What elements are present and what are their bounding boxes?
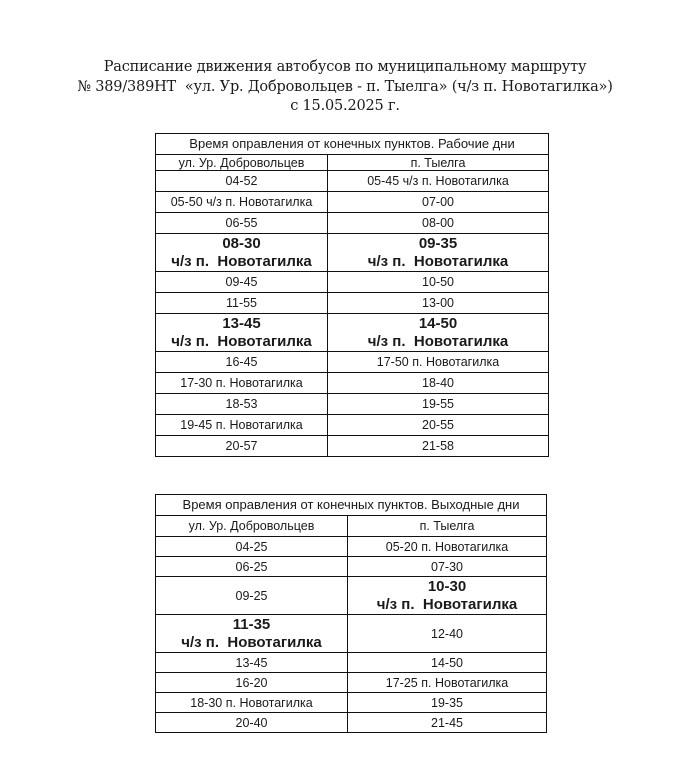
departure-cell-left xyxy=(156,171,328,192)
departure-time: 07-00 xyxy=(422,195,454,209)
departure-time: 09-45 xyxy=(225,275,258,289)
route-note: п. Новотагилка xyxy=(421,539,509,554)
departure-time: 11-35 xyxy=(232,615,271,633)
departure-time: 21-45 xyxy=(431,715,463,730)
table-row xyxy=(156,653,547,673)
departure-cell-left xyxy=(156,293,328,314)
departure-cell-right xyxy=(348,653,547,673)
route-note: п. Новотагилка xyxy=(421,675,509,690)
departure-cell-right xyxy=(328,436,549,457)
route-note: п. Новотагилка xyxy=(215,376,303,390)
departure-time: 08-00 xyxy=(422,216,454,230)
departure-time: 09-25 xyxy=(235,588,268,603)
departure-cell-right xyxy=(328,234,549,272)
table-row xyxy=(156,436,549,457)
departure-time: 05-20 xyxy=(385,539,418,554)
departure-cell-right xyxy=(348,537,547,557)
departure-time: 16-45 xyxy=(225,355,258,369)
table-row xyxy=(156,293,549,314)
departure-time: 11-55 xyxy=(225,296,258,310)
departure-cell-right xyxy=(328,352,549,373)
departure-cell-left xyxy=(156,436,328,457)
departure-time: 17-25 xyxy=(385,675,418,690)
table-row xyxy=(156,615,547,653)
departure-time: 20-55 xyxy=(422,418,454,432)
route-note: ч/з п. Новотагилка xyxy=(171,332,312,350)
departure-cell-left xyxy=(156,213,328,234)
departure-time: 19-35 xyxy=(431,695,463,710)
departure-cell-left xyxy=(156,673,348,693)
departure-time: 18-40 xyxy=(422,376,454,390)
schedule-title xyxy=(0,58,690,117)
departure-time: 10-30 xyxy=(427,577,467,595)
departure-cell-left xyxy=(156,272,328,293)
departure-time: 06-25 xyxy=(235,559,268,574)
departure-time: 19-55 xyxy=(422,397,454,411)
title-line-3: с 15.05.2025 г. xyxy=(290,98,400,114)
departure-time: 04-52 xyxy=(225,174,258,188)
departure-cell-left xyxy=(156,557,348,577)
weekdays-schedule-table xyxy=(155,133,549,457)
departure-cell-right xyxy=(328,192,549,213)
departure-time: 07-30 xyxy=(431,559,463,574)
departure-cell-right xyxy=(328,394,549,415)
departure-time: 20-57 xyxy=(225,439,258,453)
title-line-1: Расписание движения автобусов по муниципальному маршруту xyxy=(103,59,587,75)
departure-cell-left xyxy=(156,352,328,373)
departure-cell-right xyxy=(348,713,547,733)
departure-time: 17-30 xyxy=(180,376,213,390)
departure-cell-right xyxy=(328,293,549,314)
title-line-2: № 389/389НТ «ул. Ур. Добровольцев - п. Тыелга» (ч/з п. Новотагилка») xyxy=(77,78,613,95)
departure-cell-right xyxy=(348,577,547,615)
route-note: ч/з п. Новотагилка xyxy=(367,332,509,350)
route-note: ч/з п. Новотагилка xyxy=(181,633,322,651)
weekends-schedule-table xyxy=(155,494,547,733)
column-header-right: п. Тыелга xyxy=(328,155,549,171)
departure-cell-left xyxy=(156,415,328,436)
table-caption-row xyxy=(156,134,549,155)
departure-cell-left xyxy=(156,653,348,673)
table-row xyxy=(156,272,549,293)
table-row xyxy=(156,693,547,713)
departure-time: 12-40 xyxy=(431,626,463,641)
table-row xyxy=(156,673,547,693)
departure-cell-right xyxy=(328,415,549,436)
departure-time: 09-35 xyxy=(418,234,458,252)
table-row xyxy=(156,713,547,733)
departure-cell-left xyxy=(156,713,348,733)
departure-time: 13-00 xyxy=(422,296,454,310)
table-row xyxy=(156,577,547,615)
departure-time: 10-50 xyxy=(422,275,454,289)
table-row xyxy=(156,557,547,577)
weekends-caption: Время оправления от конечных пунктов. Выходные дни xyxy=(156,495,547,516)
route-note: ч/з п. Новотагилка xyxy=(402,174,509,188)
departure-time: 14-50 xyxy=(418,314,458,332)
departure-cell-right xyxy=(348,615,547,653)
departure-time: 04-25 xyxy=(235,539,268,554)
departure-cell-right xyxy=(328,213,549,234)
departure-cell-left xyxy=(156,373,328,394)
departure-time: 19-45 xyxy=(180,418,213,432)
table-row xyxy=(156,352,549,373)
table-row xyxy=(156,537,547,557)
departure-cell-right xyxy=(348,673,547,693)
route-note: ч/з п. Новотагилка xyxy=(206,195,313,209)
departure-time: 18-53 xyxy=(225,397,258,411)
departure-cell-left xyxy=(156,192,328,213)
departure-time: 17-50 xyxy=(376,355,409,369)
route-note: ч/з п. Новотагилка xyxy=(376,595,518,613)
departure-cell-right xyxy=(348,693,547,713)
table-caption-row xyxy=(156,495,547,516)
departure-cell-left xyxy=(156,234,328,272)
table-row xyxy=(156,314,549,352)
departure-time: 06-55 xyxy=(225,216,258,230)
route-note: п. Новотагилка xyxy=(215,418,303,432)
departure-cell-right xyxy=(328,272,549,293)
departure-cell-right xyxy=(328,171,549,192)
table-row xyxy=(156,415,549,436)
departure-cell-left xyxy=(156,537,348,557)
table-row xyxy=(156,394,549,415)
table-row xyxy=(156,192,549,213)
departure-time: 13-45 xyxy=(222,314,261,332)
table-row xyxy=(156,213,549,234)
departure-cell-right xyxy=(328,314,549,352)
table-row xyxy=(156,171,549,192)
column-header-left: ул. Ур. Добровольцев xyxy=(156,516,348,537)
departure-time: 05-45 xyxy=(367,174,400,188)
departure-time: 20-40 xyxy=(235,715,268,730)
column-header-left: ул. Ур. Добровольцев xyxy=(156,155,328,171)
column-header-right: п. Тыелга xyxy=(348,516,547,537)
table-header-row xyxy=(156,516,547,537)
route-note: ч/з п. Новотагилка xyxy=(171,252,312,270)
departure-cell-right xyxy=(328,373,549,394)
departure-cell-left xyxy=(156,615,348,653)
departure-cell-left xyxy=(156,577,348,615)
table-header-row xyxy=(156,155,549,171)
departure-time: 16-20 xyxy=(235,675,268,690)
departure-time: 21-58 xyxy=(422,439,454,453)
table-row xyxy=(156,234,549,272)
route-note: п. Новотагилка xyxy=(412,355,500,369)
route-note: п. Новотагилка xyxy=(225,695,313,710)
departure-cell-left xyxy=(156,314,328,352)
table-row xyxy=(156,373,549,394)
weekdays-caption: Время оправления от конечных пунктов. Рабочие дни xyxy=(156,134,549,155)
departure-cell-left xyxy=(156,394,328,415)
route-note: ч/з п. Новотагилка xyxy=(367,252,509,270)
departure-time: 08-30 xyxy=(222,234,261,252)
departure-cell-left xyxy=(156,693,348,713)
departure-cell-right xyxy=(348,557,547,577)
departure-time: 18-30 xyxy=(190,695,223,710)
departure-time: 13-45 xyxy=(235,655,268,670)
departure-time: 14-50 xyxy=(431,655,463,670)
departure-time: 05-50 xyxy=(170,195,203,209)
